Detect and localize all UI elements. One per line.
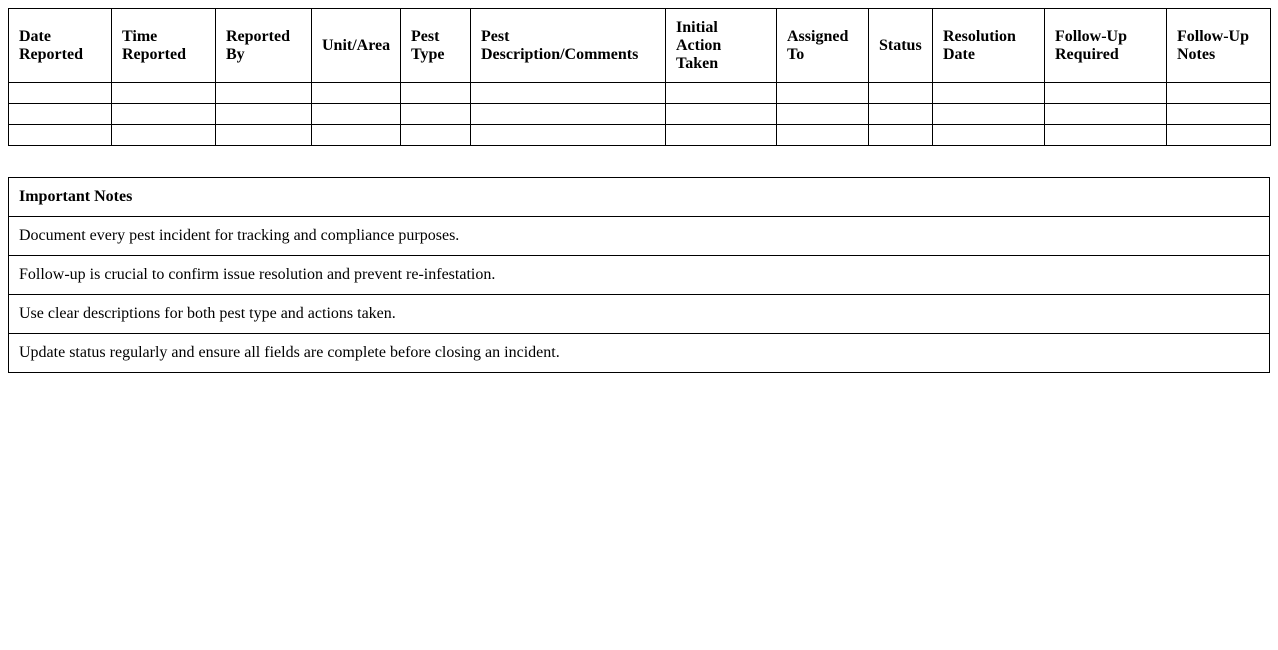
table-cell[interactable] bbox=[9, 104, 112, 125]
important-notes-table bbox=[8, 177, 1270, 373]
column-header-reported-by: Reported By bbox=[216, 9, 312, 83]
table-cell[interactable] bbox=[933, 125, 1045, 146]
table-cell[interactable] bbox=[401, 83, 471, 104]
column-header-initial-action: Initial Action Taken bbox=[666, 9, 777, 83]
table-cell[interactable] bbox=[869, 125, 933, 146]
table-cell[interactable] bbox=[216, 104, 312, 125]
table-cell[interactable] bbox=[869, 83, 933, 104]
table-cell[interactable] bbox=[1045, 125, 1167, 146]
note-item: Follow-up is crucial to confirm issue resolution and prevent re-infestation. bbox=[9, 256, 1270, 295]
table-cell[interactable] bbox=[666, 104, 777, 125]
table-cell[interactable] bbox=[1167, 83, 1271, 104]
table-cell[interactable] bbox=[777, 104, 869, 125]
table-cell[interactable] bbox=[401, 104, 471, 125]
table-cell[interactable] bbox=[933, 104, 1045, 125]
note-row bbox=[9, 334, 1270, 373]
table-row bbox=[9, 104, 1271, 125]
table-row bbox=[9, 83, 1271, 104]
table-cell[interactable] bbox=[933, 83, 1045, 104]
note-item: Use clear descriptions for both pest type and actions taken. bbox=[9, 295, 1270, 334]
column-header-pest-type: Pest Type bbox=[401, 9, 471, 83]
column-header-resolution-date: Resolution Date bbox=[933, 9, 1045, 83]
table-cell[interactable] bbox=[471, 104, 666, 125]
table-cell[interactable] bbox=[112, 125, 216, 146]
table-cell[interactable] bbox=[112, 104, 216, 125]
table-cell[interactable] bbox=[777, 83, 869, 104]
table-cell[interactable] bbox=[666, 83, 777, 104]
note-row bbox=[9, 256, 1270, 295]
column-header-date-reported: Date Reported bbox=[9, 9, 112, 83]
table-cell[interactable] bbox=[666, 125, 777, 146]
pest-incident-log-table bbox=[8, 8, 1271, 146]
table-cell[interactable] bbox=[312, 104, 401, 125]
note-item: Update status regularly and ensure all fields are complete before closing an incident. bbox=[9, 334, 1270, 373]
notes-heading: Important Notes bbox=[9, 178, 1270, 217]
table-row bbox=[9, 125, 1271, 146]
column-header-unit-area: Unit/Area bbox=[312, 9, 401, 83]
notes-heading-row bbox=[9, 178, 1270, 217]
table-cell[interactable] bbox=[1167, 104, 1271, 125]
table-cell[interactable] bbox=[112, 83, 216, 104]
table-cell[interactable] bbox=[401, 125, 471, 146]
table-cell[interactable] bbox=[312, 125, 401, 146]
column-header-follow-up-notes: Follow-Up Notes bbox=[1167, 9, 1271, 83]
table-cell[interactable] bbox=[312, 83, 401, 104]
column-header-assigned-to: Assigned To bbox=[777, 9, 869, 83]
table-cell[interactable] bbox=[471, 125, 666, 146]
table-body bbox=[9, 83, 1271, 146]
table-cell[interactable] bbox=[777, 125, 869, 146]
note-item: Document every pest incident for tracking and compliance purposes. bbox=[9, 217, 1270, 256]
table-cell[interactable] bbox=[216, 83, 312, 104]
column-header-status: Status bbox=[869, 9, 933, 83]
table-cell[interactable] bbox=[471, 83, 666, 104]
column-header-time-reported: Time Reported bbox=[112, 9, 216, 83]
table-cell[interactable] bbox=[1045, 83, 1167, 104]
note-row bbox=[9, 295, 1270, 334]
table-cell[interactable] bbox=[9, 125, 112, 146]
table-cell[interactable] bbox=[1167, 125, 1271, 146]
table-cell[interactable] bbox=[1045, 104, 1167, 125]
table-cell[interactable] bbox=[9, 83, 112, 104]
column-header-follow-up-required: Follow-Up Required bbox=[1045, 9, 1167, 83]
table-cell[interactable] bbox=[216, 125, 312, 146]
table-header-row bbox=[9, 9, 1271, 83]
note-row bbox=[9, 217, 1270, 256]
table-cell[interactable] bbox=[869, 104, 933, 125]
column-header-pest-description: Pest Description/Comments bbox=[471, 9, 666, 83]
